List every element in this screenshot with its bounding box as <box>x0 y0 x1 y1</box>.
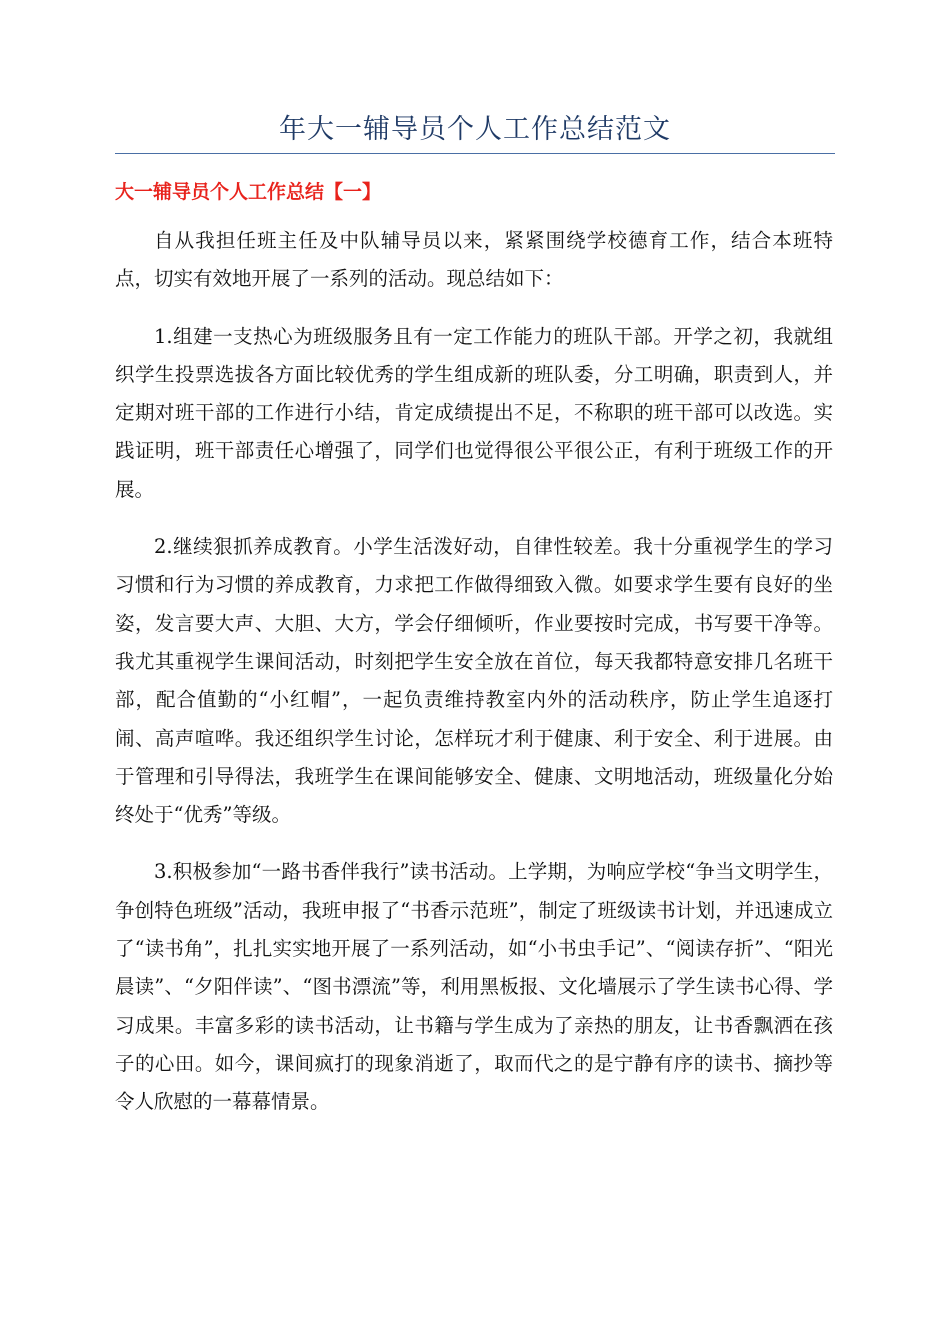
section-heading: 大一辅导员个人工作总结【一】 <box>115 181 382 203</box>
document-title: 年大一辅导员个人工作总结范文 <box>279 114 671 145</box>
paragraph-item-3: 3.积极参加“一路书香伴我行”读书活动。上学期，为响应学校“争当文明学生，争创特色班级”活动，我班申报了“书香示范班”，制定了班级读书计划，并迅速成立了“读书角”，扎扎实实地开展了一系列活动，如“小书虫手记”、“阅读存折”、“阳光晨读”、“夕阳伴读”、“图书漂流”等，利用黑板报、文化墙展示了学生读书心得、学习成果。丰富多彩的读书活动，让书籍与学生成为了亲热的朋友，让书香飘洒在孩子的心田。如今，课间疯打的现象消逝了，取而代之的是宁静有序的读书、摘抄等令人欣慰的一幕幕情景。 <box>115 860 833 1114</box>
title-divider <box>115 153 835 154</box>
document-body <box>115 222 833 1141</box>
paragraph-intro: 自从我担任班主任及中队辅导员以来，紧紧围绕学校德育工作，结合本班特点，切实有效地开展了一系列的活动。现总结如下： <box>115 229 833 291</box>
paragraph-item-1: 1.组建一支热心为班级服务且有一定工作能力的班队干部。开学之初，我就组织学生投票选拔各方面比较优秀的学生组成新的班队委，分工明确，职责到人，并定期对班干部的工作进行小结，肯定成绩提出不足，不称职的班干部可以改选。实践证明，班干部责任心增强了，同学们也觉得很公平很公正，有利于班级工作的开展。 <box>115 324 833 501</box>
paragraph-item-2: 2.继续狠抓养成教育。小学生活泼好动，自律性较差。我十分重视学生的学习习惯和行为习惯的养成教育，力求把工作做得细致入微。如要求学生要有良好的坐姿，发言要大声、大胆、大方，学会仔细倾听，作业要按时完成，书写要干净等。我尤其重视学生课间活动，时刻把学生安全放在首位，每天我都特意安排几名班干部，配合值勤的“小红帽”，一起负责维持教室内外的活动秩序，防止学生追逐打闹、高声喧哗。我还组织学生讨论，怎样玩才利于健康、利于安全、利于进展。由于管理和引导得法，我班学生在课间能够安全、健康、文明地活动，班级量化分始终处于“优秀”等级。 <box>115 535 833 827</box>
